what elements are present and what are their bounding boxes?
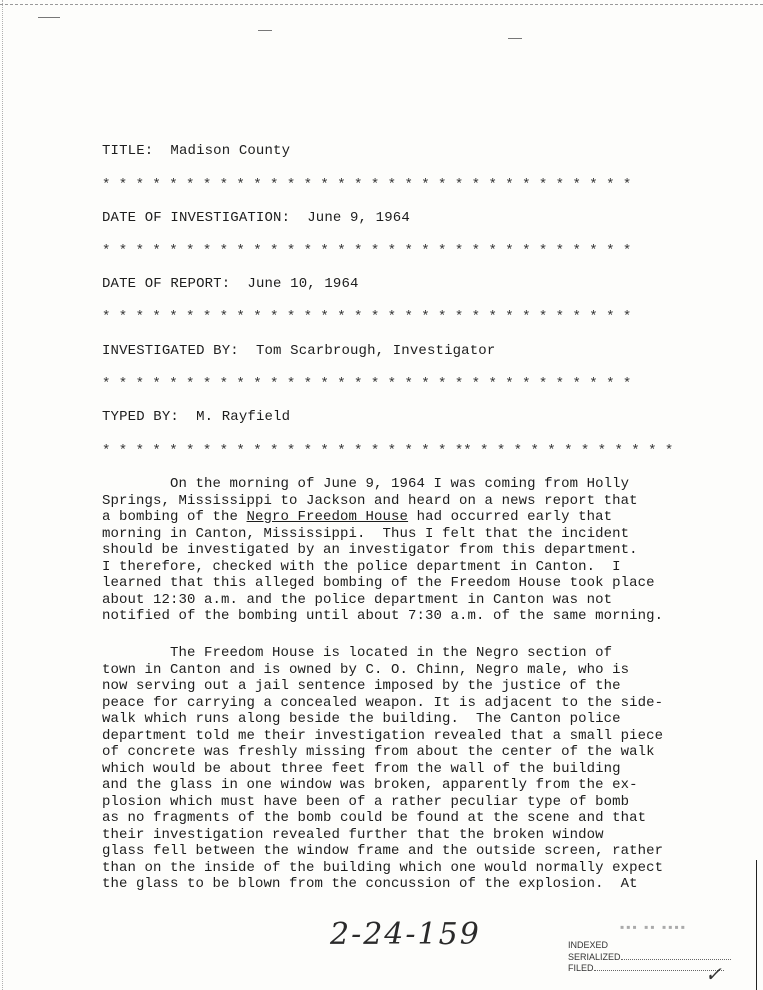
scan-edge-top (0, 4, 763, 5)
paragraph-line: which would be about three feet from the wall of the building (102, 760, 621, 777)
date-investigation-value: June 9, 1964 (307, 210, 410, 226)
paragraph-1 (102, 476, 702, 625)
text-run: a bombing of the (102, 509, 247, 525)
paragraph-line: morning in Canton, Mississippi. Thus I felt that the incident (102, 525, 630, 542)
separator-last: * * * * * * * * * * * * * * * * * * * * * ** * * * * * * * * * * * * (102, 443, 674, 459)
scan-edge-right (756, 860, 757, 990)
stamp-serialized-label: SERIALIZED (568, 952, 621, 962)
title-value: Madison County (170, 143, 291, 159)
date-investigation-line (102, 210, 410, 226)
paragraph-line: department told me their investigation revealed that a small piece (102, 727, 664, 744)
paragraph-line: and the glass in one window was broken, apparently from the ex- (102, 777, 638, 793)
paragraph-line: should be investigated by an investigator from this department. (102, 542, 638, 558)
paragraph-2 (102, 645, 702, 893)
typed-by-value: M. Rayfield (196, 409, 291, 425)
paragraph-line: glass fell between the window frame and the outside screen, rather (102, 843, 664, 859)
filing-stamp (568, 940, 758, 990)
paragraph-line: plosion which must have been of a rather peculiar type of bomb (102, 793, 630, 810)
separator: * * * * * * * * * * * * * * * * * * * * * * * * * * * * * * * * (102, 243, 632, 259)
negro-freedom-house-underlined: Negro Freedom House (246, 509, 409, 525)
stamp-dots (621, 951, 731, 960)
paragraph-line (102, 509, 702, 526)
paragraph-line: as no fragments of the bomb could be found at the scene and that (102, 810, 647, 826)
faded-date-stamp: ▪▪▪ ▪▪ ▪▪▪▪ (620, 920, 687, 934)
scan-speck (38, 17, 60, 18)
paragraph-line: Springs, Mississippi to Jackson and heard on a news report that (102, 492, 638, 509)
paragraph-line: notified of the bombing until about 7:30 a.m. of the same morning. (102, 608, 664, 624)
title-label: TITLE: (102, 143, 154, 159)
investigated-by-value: Tom Scarbrough, Investigator (255, 343, 496, 359)
paragraph-line: of concrete was freshly missing from about the center of the walk (102, 744, 655, 760)
paragraph-line: peace for carrying a concealed weapon. It is adjacent to the side- (102, 694, 664, 711)
stamp-row-serialized (568, 951, 758, 962)
separator: * * * * * * * * * * * * * * * * * * * * * * * * * * * * * * * * (102, 376, 632, 392)
file-number-handwritten: 2-24-159 (330, 917, 481, 952)
paragraph-line: On the morning of June 9, 1964 I was coming from Holly (102, 476, 630, 492)
stamp-indexed-label: INDEXED (568, 940, 609, 950)
stamp-row-indexed (568, 940, 758, 951)
title-line (102, 143, 290, 159)
separator: * * * * * * * * * * * * * * * * * * * * * * * * * * * * * * * * (102, 177, 632, 193)
stamp-filed-label: FILED (568, 963, 594, 973)
paragraph-line: the glass to be blown from the concussion of the explosion. At (102, 876, 638, 892)
investigated-by-line (102, 343, 495, 359)
investigated-by-label: INVESTIGATED BY: (102, 343, 239, 359)
paragraph-line: their investigation revealed further that the broken window (102, 826, 604, 843)
paragraph-line: about 12:30 a.m. and the police department in Canton was not (102, 591, 613, 608)
date-investigation-label: DATE OF INVESTIGATION: (102, 210, 291, 226)
stamp-row-filed (568, 962, 758, 973)
paragraph-line: walk which runs along beside the building. The Canton police (102, 711, 621, 727)
paragraph-line: learned that this alleged bombing of the Freedom House took place (102, 575, 655, 591)
handwritten-initial: ✓ (705, 962, 722, 986)
separator: * * * * * * * * * * * * * * * * * * * * * * * * * * * * * * * * (102, 309, 632, 325)
date-report-label: DATE OF REPORT: (102, 276, 231, 292)
paragraph-line: than on the inside of the building which one would normally expect (102, 859, 664, 876)
paragraph-line: I therefore, checked with the police department in Canton. I (102, 558, 621, 575)
date-report-value: June 10, 1964 (247, 276, 359, 292)
scan-speck (258, 30, 272, 31)
typed-by-label: TYPED BY: (102, 409, 179, 425)
scan-edge-left (2, 0, 3, 990)
paragraph-line: The Freedom House is located in the Negro section of (102, 645, 613, 661)
paragraph-line: now serving out a jail sentence imposed by the justice of the (102, 678, 621, 694)
typed-by-line (102, 409, 290, 425)
paragraph-line: town in Canton and is owned by C. O. Chinn, Negro male, who is (102, 661, 630, 678)
text-run: had occurred early that (408, 509, 613, 525)
date-report-line (102, 276, 359, 292)
scan-speck (508, 38, 522, 39)
